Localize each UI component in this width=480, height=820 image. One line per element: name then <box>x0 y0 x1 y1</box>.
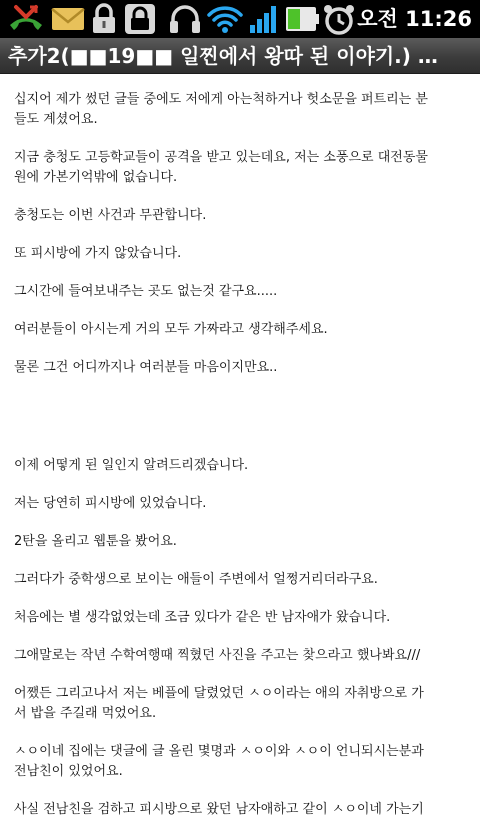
paragraph-line: ㅅㅇ이네 집에는 댓글에 글 올린 몇명과 ㅅㅇ이와 ㅅㅇ이 언니되시는분과 <box>14 744 424 759</box>
paragraph-line: 충청도는 이번 사건과 무관합니다. <box>14 208 207 223</box>
status-bar <box>0 0 480 38</box>
paragraph-line: 2탄을 올리고 웹툰을 봤어요. <box>14 534 177 549</box>
paragraph-line: 물론 그건 어디까지나 여러분들 마음이지만요.. <box>14 360 278 375</box>
article-paragraph <box>14 282 472 302</box>
paragraph-line: 이제 어떻게 된 일인지 알려드리겠습니다. <box>14 458 249 473</box>
article-paragraph <box>14 684 472 724</box>
article-paragraph <box>14 742 472 782</box>
alarm-icon <box>322 3 356 35</box>
article-paragraph <box>14 456 472 476</box>
status-time: 오전 11:26 <box>357 7 472 31</box>
article-paragraph <box>14 646 472 666</box>
article-paragraph <box>14 148 472 188</box>
paragraph-line: 원에 가본기억밖에 없습니다. <box>14 170 178 185</box>
paragraph-line: 그러다가 중학생으로 보이는 애들이 주변에서 얼쩡거리더라구요. <box>14 572 378 587</box>
paragraph-line: 처음에는 별 생각없었는데 조금 있다가 같은 반 남자애가 왔습니다. <box>14 610 391 625</box>
signal-icon <box>248 3 280 35</box>
paragraph-line: 십지어 제가 썼던 글들 중에도 저에게 아는척하거나 헛소문을 퍼트리는 분 <box>14 92 428 107</box>
scrollbar[interactable] <box>474 274 478 384</box>
article-view[interactable] <box>0 74 480 817</box>
paragraph-line: 또 피시방에 가지 않았습니다. <box>14 246 182 261</box>
paragraph-line: 여러분들이 아시는게 거의 모두 가짜라고 생각해주세요. <box>14 322 328 337</box>
paragraph-line: 전남친이 있었어요. <box>14 764 123 779</box>
paragraph-line: 어쨌든 그리고나서 저는 베플에 달렸었던 ㅅㅇ이라는 애의 자취방으로 가 <box>14 686 424 701</box>
title-bar <box>0 38 480 74</box>
wifi-icon <box>206 3 244 35</box>
headset-icon <box>168 3 202 35</box>
mail-icon <box>50 3 86 35</box>
lock-icon <box>90 3 118 35</box>
article-paragraph <box>14 358 472 378</box>
paragraph-line: 지금 충청도 고등학교들이 공격을 받고 있는데요, 저는 소풍으로 대전동물 <box>14 150 428 165</box>
article-paragraph <box>14 608 472 628</box>
missed-call-icon <box>6 3 46 35</box>
article-paragraph <box>14 494 472 514</box>
article-paragraph <box>14 320 472 340</box>
paragraph-line: 저는 당연히 피시방에 있었습니다. <box>14 496 207 511</box>
article-paragraph <box>14 206 472 226</box>
paragraph-line: 들도 계셨어요. <box>14 112 98 127</box>
article-body <box>14 72 472 820</box>
paragraph-line: 그애말로는 작년 수학여행때 찍혔던 사진을 주고는 찾으라고 했나봐요/// <box>14 648 421 663</box>
paragraph-line: 사실 전남친을 검하고 피시방으로 왔던 남자애하고 같이 ㅅㅇ이네 가는기 <box>14 802 424 817</box>
article-paragraph <box>14 90 472 130</box>
article-paragraph <box>14 570 472 590</box>
paragraph-line: 그시간에 들여보내주는 곳도 없는것 같구요..... <box>14 284 278 299</box>
lock-icon <box>124 3 156 35</box>
page-title: 추가2(■■19■■ 일찐에서 왕따 된 이야기.) … <box>8 44 438 68</box>
article-paragraph <box>14 244 472 264</box>
battery-icon <box>284 3 320 35</box>
article-paragraph <box>14 532 472 552</box>
paragraph-line: 서 밥을 주길래 먹었어요. <box>14 706 157 721</box>
article-paragraph <box>14 800 472 820</box>
